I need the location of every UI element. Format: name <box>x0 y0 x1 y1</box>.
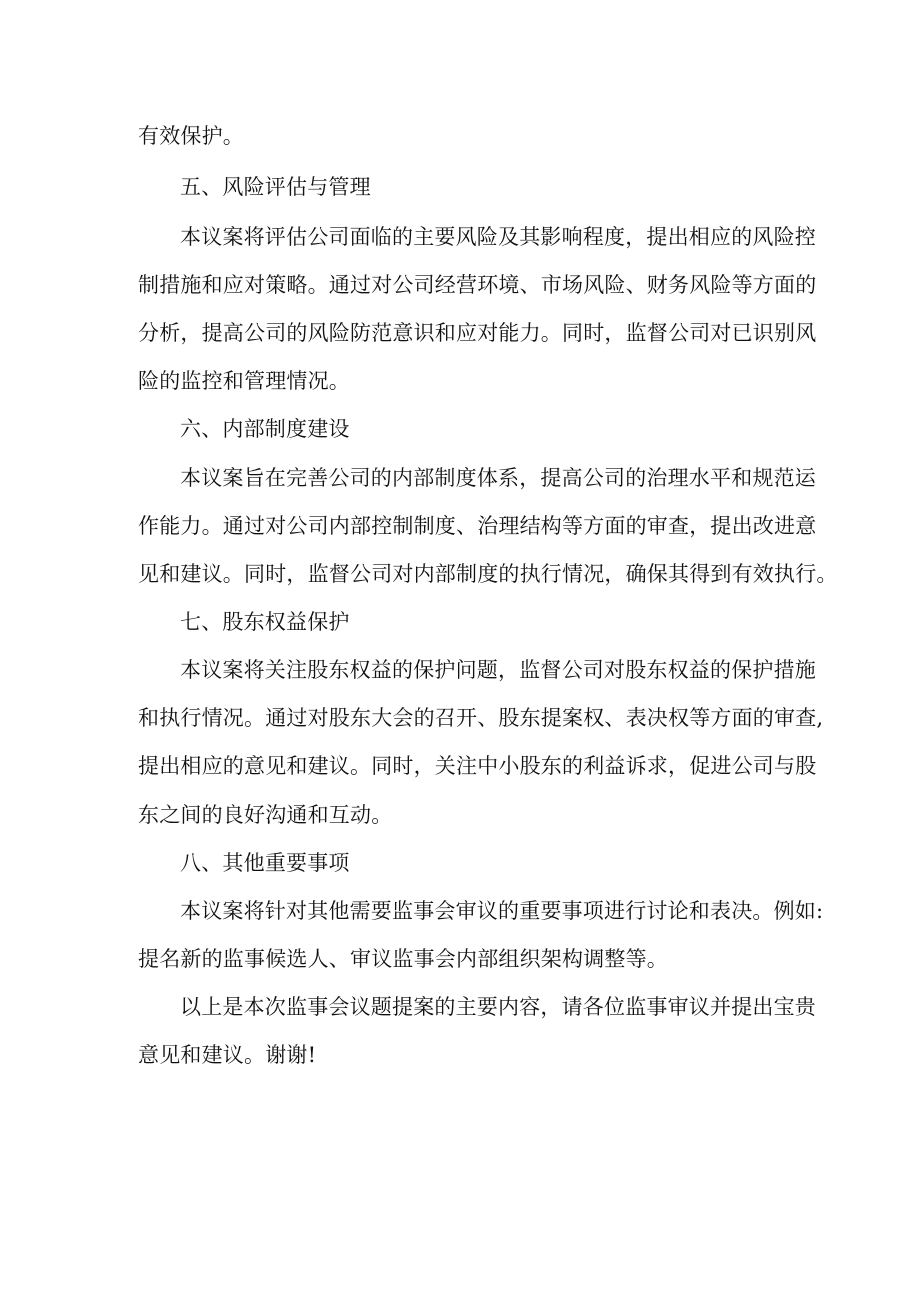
paragraph-line: 和执行情况。通过对股东大会的召开、股东提案权、表决权等方面的审查, <box>138 706 824 730</box>
section-heading: 五、风险评估与管理 <box>180 175 371 199</box>
paragraph-line: 本议案将关注股东权益的保护问题，监督公司对股东权益的保护措施 <box>180 658 816 682</box>
paragraph-line: 本议案将针对其他需要监事会审议的重要事项进行讨论和表决。例如: <box>180 899 824 923</box>
paragraph-line: 意见和建议。谢谢! <box>138 1043 317 1067</box>
paragraph-line: 有效保护。 <box>138 124 244 148</box>
paragraph-line: 提出相应的意见和建议。同时，关注中小股东的利益诉求，促进公司与股 <box>138 754 817 778</box>
paragraph-line: 以上是本次监事会议题提案的主要内容，请各位监事审议并提出宝贵 <box>180 995 816 1019</box>
section-heading: 七、股东权益保护 <box>180 610 350 634</box>
paragraph-line: 东之间的良好沟通和互动。 <box>138 803 393 827</box>
section-heading: 六、内部制度建设 <box>180 417 350 441</box>
paragraph-line: 提名新的监事候选人、审议监事会内部组织架构调整等。 <box>138 947 668 971</box>
paragraph-line: 本议案旨在完善公司的内部制度体系，提高公司的治理水平和规范运 <box>180 466 816 490</box>
paragraph-line: 险的监控和管理情况。 <box>138 369 350 393</box>
section-heading: 八、其他重要事项 <box>180 851 350 875</box>
paragraph-line: 见和建议。同时，监督公司对内部制度的执行情况，确保其得到有效执行。 <box>138 562 838 586</box>
paragraph-line: 制措施和应对策略。通过对公司经营环境、市场风险、财务风险等方面的 <box>138 273 817 297</box>
paragraph-line: 作能力。通过对公司内部控制制度、治理结构等方面的审查，提出改进意 <box>138 514 817 538</box>
paragraph-line: 分析，提高公司的风险防范意识和应对能力。同时，监督公司对已识别风 <box>138 321 817 345</box>
paragraph-line: 本议案将评估公司面临的主要风险及其影响程度，提出相应的风险控 <box>180 225 816 249</box>
